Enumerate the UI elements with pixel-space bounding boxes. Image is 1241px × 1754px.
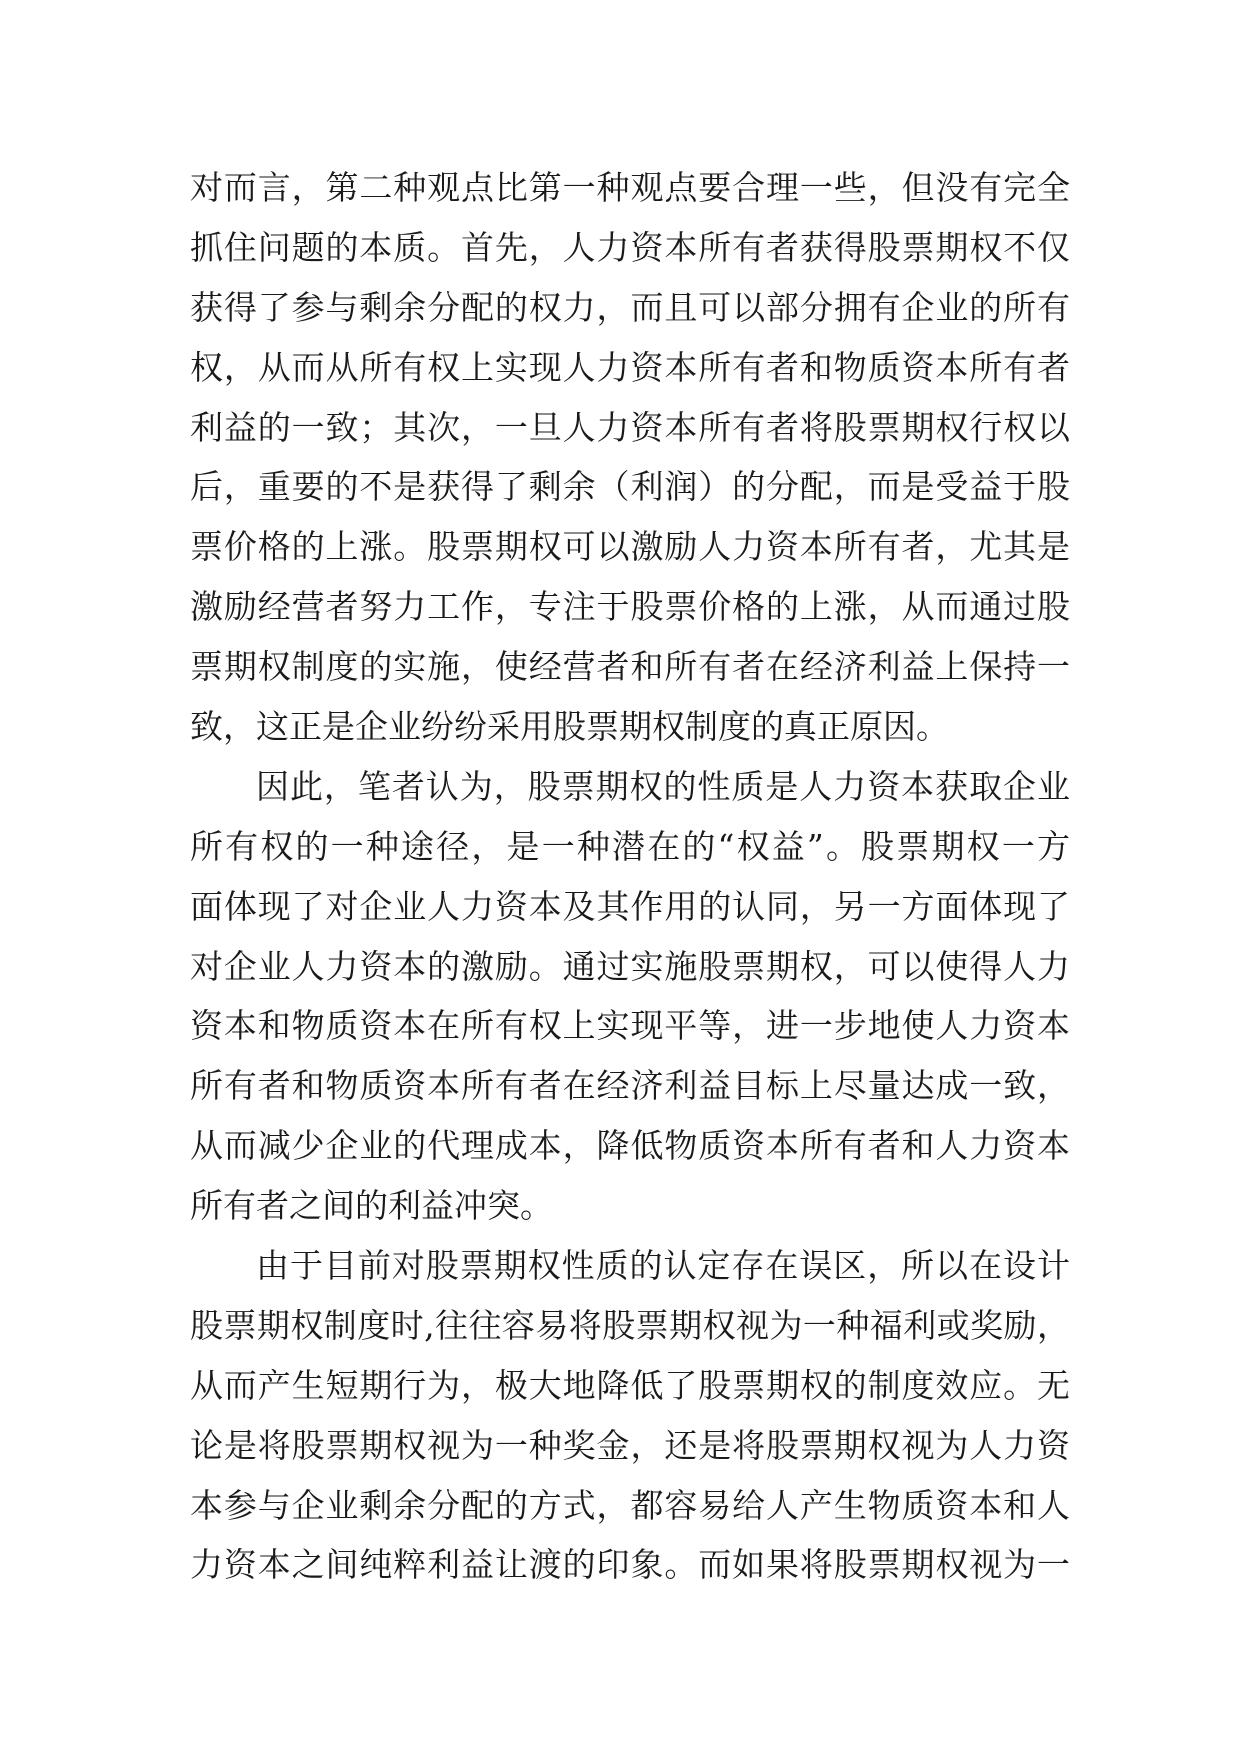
paragraph-3-line-4: 论是将股票期权视为一种奖金，还是将股票期权视为人力资 [190, 1425, 1070, 1465]
body-text [190, 158, 1070, 1595]
paragraph-1-line-3: 获得了参与剩余分配的权力，而且可以部分拥有企业的所有 [190, 287, 1070, 327]
paragraph-3-line-6: 力资本之间纯粹利益让渡的印象。而如果将股票期权视为一 [190, 1545, 1070, 1585]
paragraph-3-line-3: 从而产生短期行为，极大地降低了股票期权的制度效应。无 [190, 1365, 1070, 1405]
paragraph-2-line-4: 对企业人力资本的激励。通过实施股票期权，可以使得人力 [190, 946, 1070, 986]
paragraph-1-line-1: 对而言，第二种观点比第一种观点要合理一些，但没有完全 [190, 168, 1070, 207]
paragraph-3-line-5: 本参与企业剩余分配的方式，都容易给人产生物质资本和人 [190, 1485, 1070, 1525]
paragraph-1-line-8: 激励经营者努力工作，专注于股票价格的上涨，从而通过股 [190, 587, 1070, 627]
paragraph-1-line-4: 权，从而从所有权上实现人力资本所有者和物质资本所有者 [190, 347, 1070, 387]
paragraph-2-line-8: 所有者之间的利益冲突。 [190, 1186, 553, 1226]
paragraph-1-line-6: 后，重要的不是获得了剩余（利润）的分配，而是受益于股 [190, 467, 1070, 507]
paragraph-1-line-7: 票价格的上涨。股票期权可以激励人力资本所有者，尤其是 [190, 527, 1070, 567]
paragraph-1-line-5: 利益的一致；其次，一旦人力资本所有者将股票期权行权以 [190, 407, 1070, 447]
paragraph-2-line-3: 面体现了对企业人力资本及其作用的认同，另一方面体现了 [190, 886, 1070, 926]
paragraph-2-line-5: 资本和物质资本在所有权上实现平等，进一步地使人力资本 [190, 1006, 1070, 1046]
paragraph-1-line-2: 抓住问题的本质。首先，人力资本所有者获得股票期权不仅 [190, 227, 1070, 267]
paragraph-1-line-10: 致，这正是企业纷纷采用股票期权制度的真正原因。 [190, 707, 949, 747]
paragraph-3-line-2: 股票期权制度时,往往容易将股票期权视为一种福利或奖励， [190, 1305, 1070, 1345]
paragraph-2-line-6: 所有者和物质资本所有者在经济利益目标上尽量达成一致， [190, 1066, 1070, 1106]
paragraph-2-line-7: 从而减少企业的代理成本，降低物质资本所有者和人力资本 [190, 1126, 1070, 1166]
paragraph-1-line-9: 票期权制度的实施，使经营者和所有者在经济利益上保持一 [190, 647, 1070, 687]
paragraph-3-line-1: 由于目前对股票期权性质的认定存在误区，所以在设计 [256, 1246, 1070, 1286]
paragraph-2-line-1: 因此，笔者认为，股票期权的性质是人力资本获取企业 [256, 766, 1070, 806]
paragraph-2-line-2: 所有权的一种途径，是一种潜在的“权益”。股票期权一方 [190, 826, 1070, 866]
